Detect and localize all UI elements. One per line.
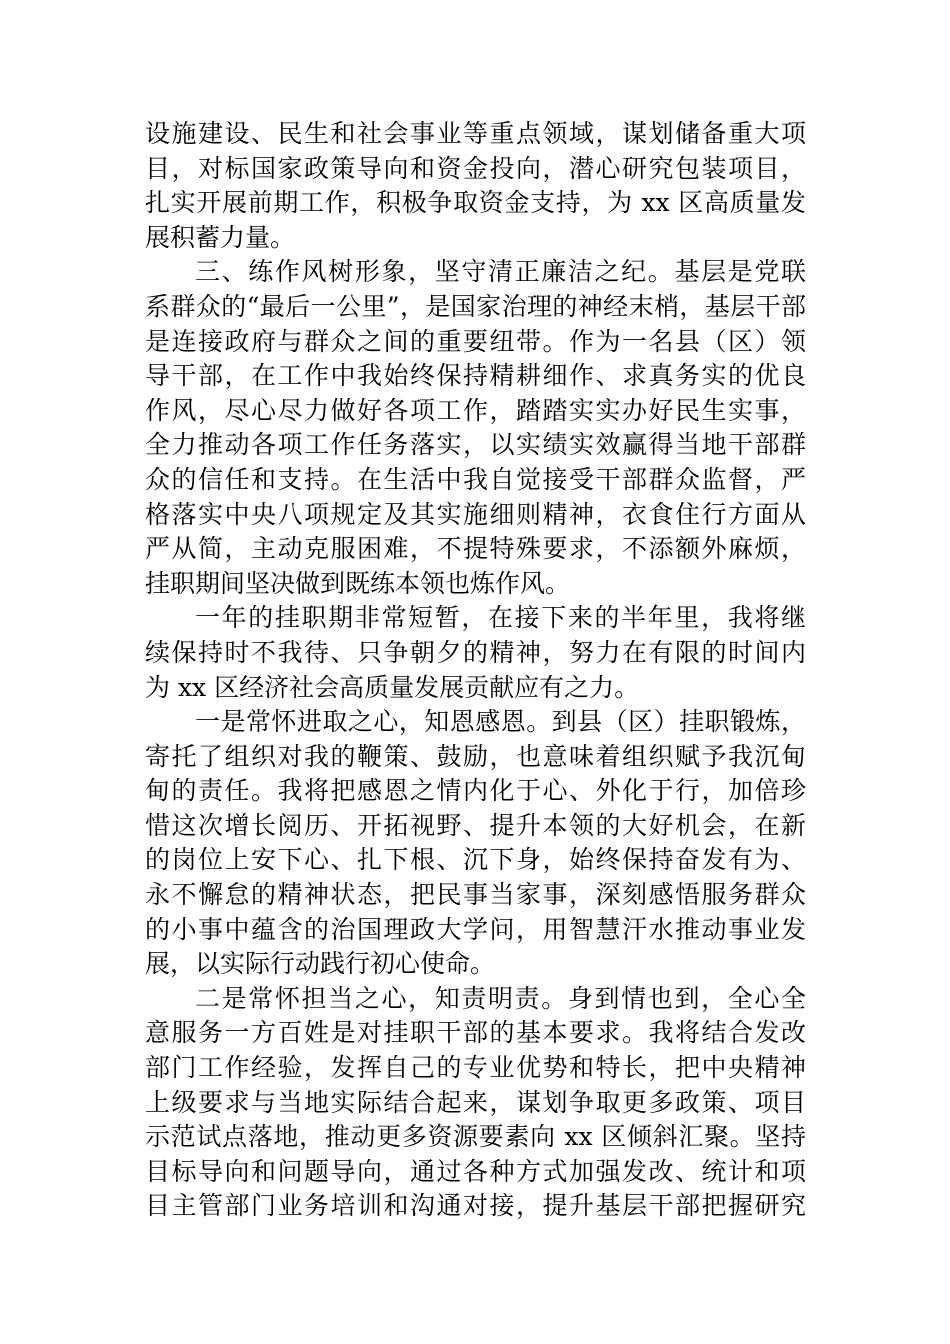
- text-line: 展积蓄力量。: [145, 222, 296, 252]
- paragraph: [145, 255, 806, 601]
- text-line: 作风，尽心尽力做好各项工作，踏踏实实办好民生实事，: [145, 395, 806, 425]
- text-line: 展，以实际行动践行初心使命。: [145, 949, 496, 979]
- text-line: 扎实开展前期工作，积极争取资金支持，为 xx 区高质量发: [145, 188, 806, 218]
- text-line: 严从简，主动克服困难，不提特殊要求，不添额外麻烦，: [145, 534, 806, 564]
- text-line: 挂职期间坚决做到既练本领也炼作风。: [145, 568, 571, 598]
- text-line: 全力推动各项工作任务落实，以实绩实效赢得当地干部群: [145, 430, 806, 460]
- text-line: 意服务一方百姓是对挂职干部的基本要求。我将结合发改: [145, 1018, 806, 1048]
- text-line: 目标导向和问题导向，通过各种方式加强发改、统计和项: [145, 1156, 806, 1186]
- text-line: 续保持时不我待、只争朝夕的精神，努力在有限的时间内: [145, 637, 806, 667]
- paragraph: [145, 117, 806, 255]
- text-line: 一是常怀进取之心，知恩感恩。到县（区）挂职锻炼，: [195, 707, 806, 737]
- paragraph: [145, 982, 806, 1224]
- paragraph: [145, 705, 806, 982]
- text-line: 目主管部门业务培训和沟通对接，提升基层干部把握研究: [145, 1191, 806, 1221]
- text-line: 三、练作风树形象，坚守清正廉洁之纪。基层是党联: [195, 257, 806, 287]
- text-line: 一年的挂职期非常短暂，在接下来的半年里，我将继: [195, 603, 806, 633]
- text-line: 系群众的“最后一公里”，是国家治理的神经末梢，基层干部: [145, 291, 806, 321]
- text-line: 的岗位上安下心、扎下根、沉下身，始终保持奋发有为、: [145, 845, 806, 875]
- text-line: 寄托了组织对我的鞭策、鼓励，也意味着组织赋予我沉甸: [145, 741, 806, 771]
- text-line: 导干部，在工作中我始终保持精耕细作、求真务实的优良: [145, 361, 806, 391]
- text-line: 上级要求与当地实际结合起来，谋划争取更多政策、项目: [145, 1087, 806, 1117]
- text-line: 是连接政府与群众之间的重要纽带。作为一名县（区）领: [145, 326, 806, 356]
- text-line: 永不懈怠的精神状态，把民事当家事，深刻感悟服务群众: [145, 880, 806, 910]
- text-line: 格落实中央八项规定及其实施细则精神，衣食住行方面从: [145, 499, 806, 529]
- text-line: 部门工作经验，发挥自己的专业优势和特长，把中央精神: [145, 1053, 806, 1083]
- text-line: 惜这次增长阅历、开拓视野、提升本领的大好机会，在新: [145, 810, 806, 840]
- text-line: 甸的责任。我将把感恩之情内化于心、外化于行，加倍珍: [145, 776, 806, 806]
- text-line: 为 xx 区经济社会高质量发展贡献应有之力。: [145, 672, 640, 702]
- paragraph: [145, 601, 806, 705]
- text-line: 示范试点落地，推动更多资源要素向 xx 区倾斜汇聚。坚持: [145, 1122, 806, 1152]
- text-line: 设施建设、民生和社会事业等重点领域，谋划储备重大项: [145, 119, 806, 148]
- text-line: 众的信任和支持。在生活中我自觉接受干部群众监督，严: [145, 464, 806, 494]
- text-line: 目，对标国家政策导向和资金投向，潜心研究包装项目，: [145, 153, 806, 183]
- text-line: 的小事中蕴含的治国理政大学问，用智慧汗水推动事业发: [145, 914, 806, 944]
- text-line: 二是常怀担当之心，知责明责。身到情也到，全心全: [195, 983, 806, 1013]
- document-body: [145, 117, 806, 1224]
